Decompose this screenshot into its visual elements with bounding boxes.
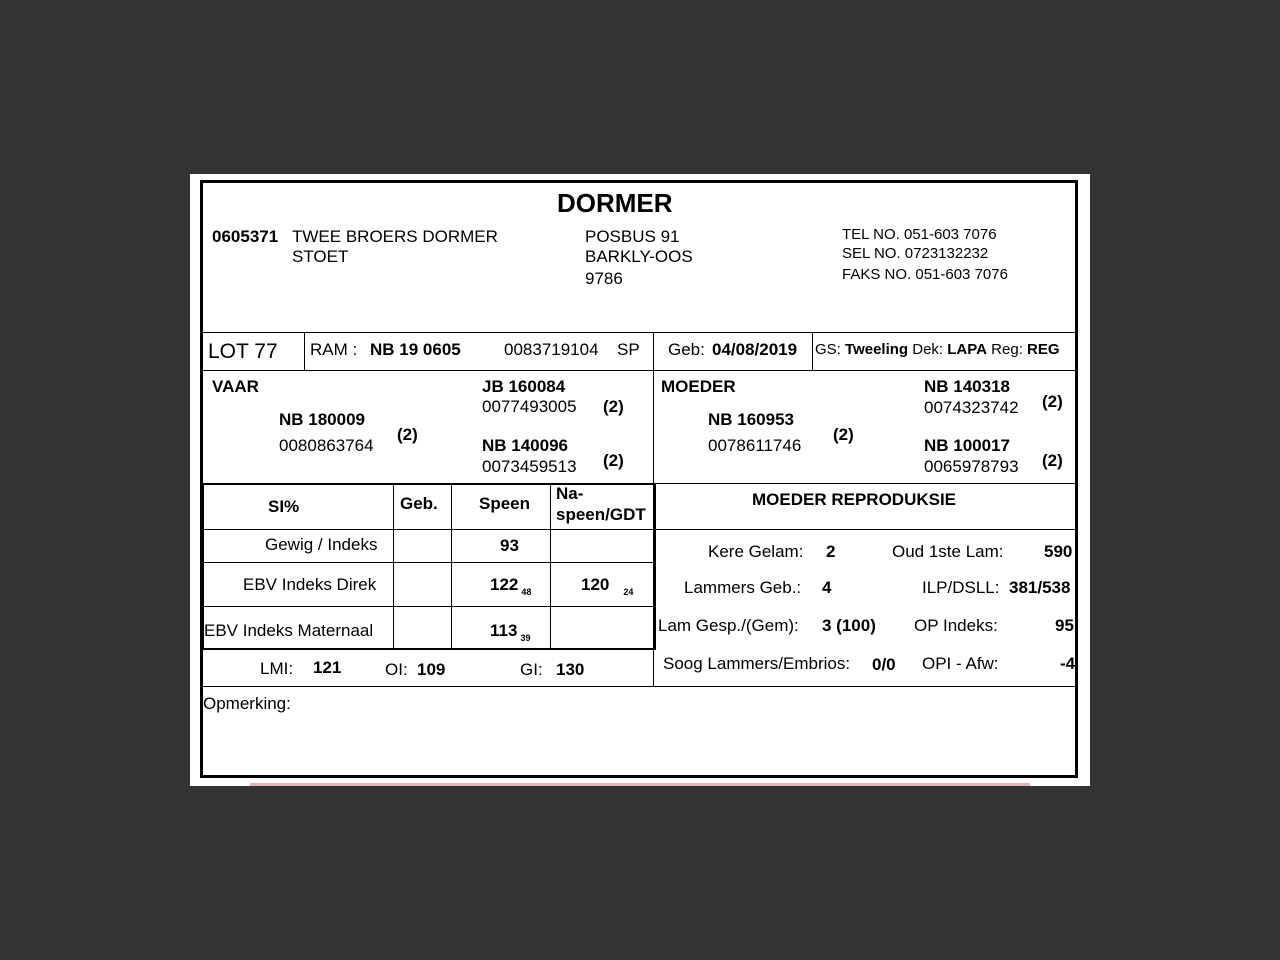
divider [203,332,1077,333]
vaar-id: NB 180009 [279,410,366,429]
moeder-sire-id: NB 140318 [924,377,1011,396]
moeder-sire-count: (2) [1042,392,1063,411]
moeder-dam-number: 0065978793 [924,457,1019,476]
lot-number: LOT 77 [208,340,278,363]
address-line1: POSBUS 91 [585,227,680,246]
divider [204,529,654,530]
vaar-label: VAAR [212,377,259,396]
speen-value: 122 $_{48}$ [490,575,532,597]
lmi-value: 121 [313,658,342,677]
divider [550,485,551,648]
moeder-number: 0078611746 [708,436,802,455]
sel-number: SEL NO. 0723132232 [842,245,989,262]
soog-label: Soog Lammers/Embrios: [663,654,851,673]
soog-value: 0/0 [872,655,896,674]
naspeen-header-line2: speen/GDT [556,505,646,524]
ilp-value: 381/538 [1009,578,1071,597]
vaar-number: 0080863764 [279,436,374,455]
gi-value: 130 [556,660,585,679]
si-header: SI% [268,497,300,516]
birth-date: 04/08/2019 [712,340,798,359]
lot-card [190,174,1090,786]
divider [203,370,1077,371]
divider [304,332,305,370]
vaar-dam-count: (2) [603,451,624,470]
divider [812,332,813,370]
divider [653,483,654,686]
lmi-label: LMI: [260,659,294,678]
opi-value: -4 [1060,654,1076,673]
divider [653,529,1077,530]
oi-value: 109 [417,660,446,679]
lammers-geb-label: Lammers Geb.: [684,578,802,597]
address-line3: 9786 [585,269,623,288]
kere-gelam-value: 2 [826,542,836,561]
vaar-sire-number: 0077493005 [482,397,577,416]
gi-label: GI: [520,660,543,679]
card-title: DORMER [557,188,673,218]
breeder-name-line1: TWEE BROERS DORMER [292,227,498,246]
vaar-sire-id: JB 160084 [482,377,566,396]
table-row-label: EBV Indeks Direk [243,575,377,594]
moeder-dam-count: (2) [1042,451,1063,470]
ram-suffix: SP [617,340,640,359]
divider [204,606,654,607]
moeder-id: NB 160953 [708,410,795,429]
opi-label: OPI - Afw: [922,654,999,673]
ram-id: NB 19 0605 [370,340,461,359]
lam-gesp-value: 3 (100) [822,616,876,635]
speen-value: 113 $_{39}$ [490,621,531,643]
moeder-label: MOEDER [661,377,736,396]
naspeen-value: 120 $_{24}$ [581,575,634,597]
moeder-dam-id: NB 100017 [924,436,1011,455]
kere-gelam-label: Kere Gelam: [708,542,804,561]
oud-value: 590 [1044,542,1073,561]
lam-gesp-label: Lam Gesp./(Gem): [658,616,799,635]
address-line2: BARKLY-OOS [585,247,693,266]
vaar-dam-id: NB 140096 [482,436,569,455]
birth-label: Geb: [668,340,705,359]
moeder-count: (2) [833,425,854,444]
oi-label: OI: [385,660,408,679]
gs-field: GS: Tweeling Dek: LAPA Reg: REG [815,341,1060,358]
divider [393,485,394,648]
ram-label: RAM : [310,340,358,359]
table-row-label: Gewig / Indeks [265,535,378,554]
table-row-label: EBV Indeks Maternaal [204,621,374,640]
geb-header: Geb. [400,494,438,513]
divider [653,332,654,370]
vaar-count: (2) [397,425,418,444]
speen-value: 93 [500,536,519,555]
remarks-label: Opmerking: [203,694,291,713]
vaar-dam-number: 0073459513 [482,457,577,476]
speen-header: Speen [479,494,531,513]
divider [203,686,653,687]
op-value: 95 [1055,616,1074,635]
breeder-name-line2: STOET [292,247,349,266]
op-label: OP Indeks: [914,616,998,635]
red-line [250,783,1030,786]
naspeen-header-line1: Na- [556,484,584,503]
ilp-label: ILP/DSLL: [922,578,1000,597]
reproduction-title: MOEDER REPRODUKSIE [752,490,957,509]
moeder-sire-number: 0074323742 [924,398,1019,417]
breeder-code: 0605371 [212,227,279,246]
divider [653,370,654,483]
divider [451,485,452,648]
lammers-geb-value: 4 [822,578,832,597]
ram-number: 0083719104 [504,340,599,359]
faks-number: FAKS NO. 051-603 7076 [842,266,1008,283]
divider [204,562,654,563]
divider [653,686,1077,687]
vaar-sire-count: (2) [603,397,624,416]
tel-number: TEL NO. 051-603 7076 [842,226,997,243]
oud-label: Oud 1ste Lam: [892,542,1004,561]
